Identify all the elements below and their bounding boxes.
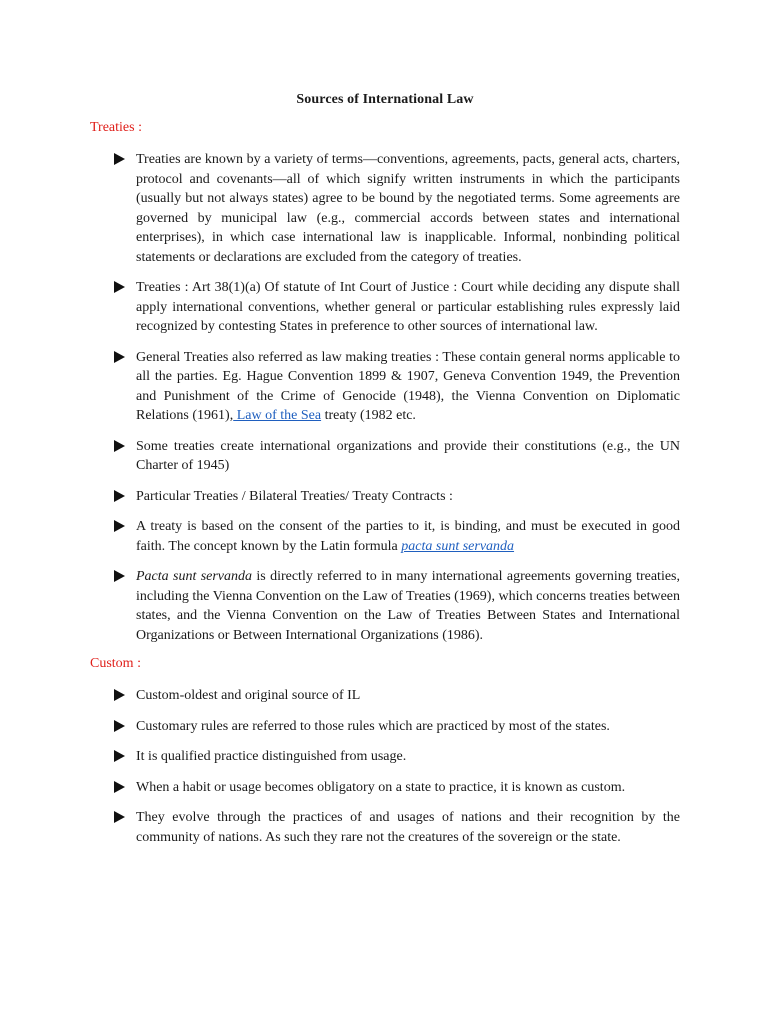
item-text: Treaties are known by a variety of terms—conventions, agreements, pacts, general acts, charters, protocol and covenants—all of which signify written instruments in which the participants (usually but not always states) agree to be bound by the negotiated terms. Some agreements are governed by municipal law (e.g., commercial accords between states and international enterprises), in which case international law is inapplicable. Informal, nonbinding political statements or declarations are excluded from the category of treaties. — [136, 152, 680, 265]
list-item — [90, 487, 680, 507]
triangle-bullet-icon — [114, 570, 125, 582]
triangle-bullet-icon — [114, 720, 125, 732]
pacta-sunt-servanda-link[interactable]: pacta sunt servanda — [401, 538, 515, 554]
item-text: It is qualified practice distinguished from usage. — [136, 749, 407, 764]
item-text: Customary rules are referred to those rules which are practiced by most of the states. — [136, 718, 610, 734]
section-heading-custom: Custom : — [90, 656, 141, 671]
list-item — [90, 348, 680, 426]
item-text: They evolve through the practices of and usages of nations and their recognition by the community of nations. As such they rare not the creatures of the sovereign or the state. — [136, 810, 680, 845]
item-italic-term: Pacta sunt servanda — [136, 569, 253, 584]
treaties-list — [90, 150, 680, 645]
page-title: Sources of International Law — [296, 92, 474, 107]
triangle-bullet-icon — [114, 153, 125, 165]
list-item — [90, 278, 680, 337]
item-text: General Treaties also referred as law making treaties : These contain general norms applicable to all the parties. Eg. Hague Convention 1899 & 1907, Geneva Convention 1949, the Prevention and Punishment of the Crime of Genocide (1948), the Vienna Convention on Diplomatic Relations (1961), — [136, 349, 680, 423]
item-text: A treaty is based on the consent of the parties to it, is binding, and must be executed in good faith. The concept known by the Latin formula — [136, 519, 680, 554]
list-item — [90, 437, 680, 476]
triangle-bullet-icon — [114, 811, 125, 823]
item-text: Custom-oldest and original source of IL — [136, 688, 361, 703]
triangle-bullet-icon — [114, 520, 125, 532]
triangle-bullet-icon — [114, 750, 125, 762]
item-text: Some treaties create international organizations and provide their constitutions (e.g., the UN Charter of 1945) — [136, 438, 680, 473]
triangle-bullet-icon — [114, 281, 125, 293]
item-text: is directly referred to in many international agreements governing treaties, including the Vienna Convention on the Law of Treaties (1969), which concerns treaties between states, and the Vienna Convention on the Law of Treaties Between States and International Organizations or Between International Organizations (1986). — [136, 569, 680, 643]
section-heading-treaties: Treaties : — [90, 120, 142, 135]
item-text-tail: treaty (1982 etc. — [321, 408, 416, 423]
triangle-bullet-icon — [114, 781, 125, 793]
triangle-bullet-icon — [114, 490, 125, 502]
list-item — [90, 808, 680, 847]
item-text: Treaties : Art 38(1)(a) Of statute of Int Court of Justice : Court while deciding any dispute shall apply international conventions, whether general or particular establishing rules expressly laid recognized by contesting States in preference to other sources of international law. — [136, 280, 680, 334]
triangle-bullet-icon — [114, 440, 125, 452]
list-item — [90, 717, 680, 737]
item-text: When a habit or usage becomes obligatory on a state to practice, it is known as custom. — [136, 779, 626, 795]
list-item — [90, 686, 680, 706]
custom-list — [90, 686, 680, 847]
item-text: Particular Treaties / Bilateral Treaties/ Treaty Contracts : — [136, 488, 453, 504]
triangle-bullet-icon — [114, 689, 125, 701]
list-item — [90, 778, 680, 798]
triangle-bullet-icon — [114, 351, 125, 363]
list-item — [90, 567, 680, 645]
law-of-the-sea-link[interactable]: Law of the Sea — [233, 408, 322, 423]
list-item — [90, 150, 680, 267]
list-item — [90, 747, 680, 767]
list-item — [90, 517, 680, 556]
